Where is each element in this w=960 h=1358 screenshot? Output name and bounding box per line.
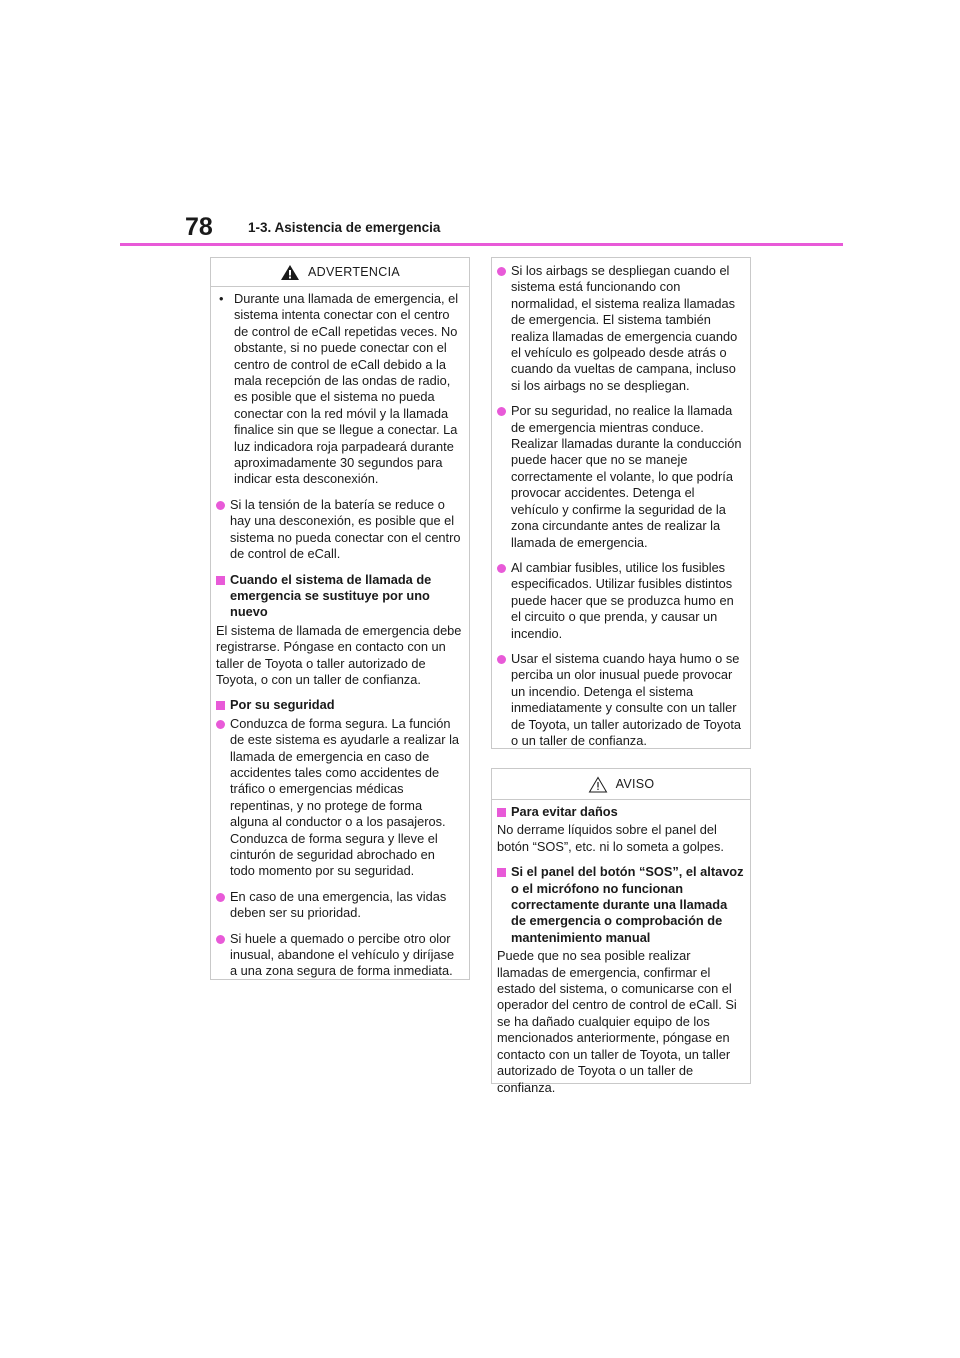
page-number: 78 [185,213,213,241]
warning-box [210,257,470,980]
safety-item: En caso de una emergencia, las vidas deben ser su prioridad. [216,889,463,922]
replace-system-text: El sistema de llamada de emergencia debe registrarse. Póngase en contacto con un taller de Toyota o taller autorizado de Toyota, o con un taller de confianza. [216,622,462,687]
warning-box-continued [491,257,751,749]
warning-battery-item: Si la tensión de la batería se reduce o hay una desconexión, es posible que el sistema no pueda conectar con el centro de control de eCall. [216,497,463,563]
caution-triangle-icon [588,776,608,793]
warning-box-header [211,258,469,287]
bullet-glyph: • [219,291,224,306]
circle-bullet-icon [216,935,225,944]
notice-box-title: AVISO [615,776,655,791]
warning-item: Usar el sistema cuando haya humo o se perciba un olor inusual puede provocar un incendio. Detenga el sistema inmediatamente y consulte con un taller de Toyota, un taller autorizado de Toyota o un taller de confianza. [497,651,744,749]
warning-box-title: ADVERTENCIA [308,264,400,279]
warning-item: Al cambiar fusibles, utilice los fusibles especificados. Utilizar fusibles distintos puede hacer que se produzca humo en el circuito o que prenda, y causar un incendio. [497,560,744,642]
damage-heading: Para evitar daños [497,804,744,820]
header-rule [120,243,843,246]
notice-box [491,768,751,1095]
warning-item: Por su seguridad, no realice la llamada de emergencia mientras conduce. Realizar llamadas durante la conducción puede hacer que no se maneje correctamente el volante, lo que podría provocar accidentes. Detenga el vehículo y confirme la seguridad de la zona circundante antes de realizar la llamada de emergencia. [497,403,744,551]
damage-text: No derrame líquidos sobre el panel del botón “SOS”, etc. ni lo someta a golpes. [497,822,724,854]
warning-item: Si los airbags se despliegan cuando el sistema está funcionando con normalidad, el sistema realiza llamadas de emergencia. El sistema también realiza llamadas de emergencia cuando el vehículo es golpeado desde atrás o cuando da vueltas de campana, incluso si los airbags no se despliegan. [497,263,744,394]
malfunction-heading: Si el panel del botón “SOS”, el altavoz o el micrófono no funcionan correctamente durante una llamada de emergencia o comprobación de mantenimiento manual [497,864,744,946]
circle-bullet-icon [216,720,225,729]
circle-bullet-icon [497,655,506,664]
square-bullet-icon [497,868,506,877]
circle-bullet-icon [497,564,506,573]
notice-box-header [492,769,750,800]
square-bullet-icon [497,808,506,817]
malfunction-text: Puede que no sea posible realizar llamadas de emergencia, confirmar el estado del sistema, o comunicarse con el operador del centro de control de eCall. Si se ha dañado cualquier equipo de los mencionados anteriormente, póngase en contacto con un taller de Toyota, un taller autorizado de Toyota o un taller de confianza. [497,948,737,1095]
square-bullet-icon [216,576,225,585]
warning-bullet-item: • Durante una llamada de emergencia, el sistema intenta conectar con el centro de control de eCall repetidas veces. No obstante, si no puede conectar con el centro de control de eCall debido a la mala recepción de las ondas de radio, es posible que el sistema no pueda conectar con la red móvil y la llamada finalice sin que se llegue a conectar. La luz indicadora roja parpadeará durante aproximadamente 30 segundos para indicar esta desconexión. [219,291,459,487]
circle-bullet-icon [497,267,506,276]
circle-bullet-icon [216,501,225,510]
safety-item: Conduzca de forma segura. La función de este sistema es ayudarle a realizar la llamada de emergencia en caso de accidentes tales como accidentes de tráfico o emergencias médicas repentinas, y no protege de forma alguna al conductor o a los pasajeros. Conduzca de forma segura y lleve el cinturón de seguridad abrochado en todo momento por su seguridad. [216,716,463,880]
safety-heading: Por su seguridad [216,697,463,713]
section-title: 1-3. Asistencia de emergencia [248,220,441,235]
warning-triangle-icon [280,264,300,281]
circle-bullet-icon [497,407,506,416]
circle-bullet-icon [216,893,225,902]
safety-item: Si huele a quemado o percibe otro olor inusual, abandone el vehículo y diríjase a una zona segura de forma inmediata. [216,931,463,980]
replace-system-heading: Cuando el sistema de llamada de emergencia se sustituye por uno nuevo [216,572,463,621]
square-bullet-icon [216,701,225,710]
